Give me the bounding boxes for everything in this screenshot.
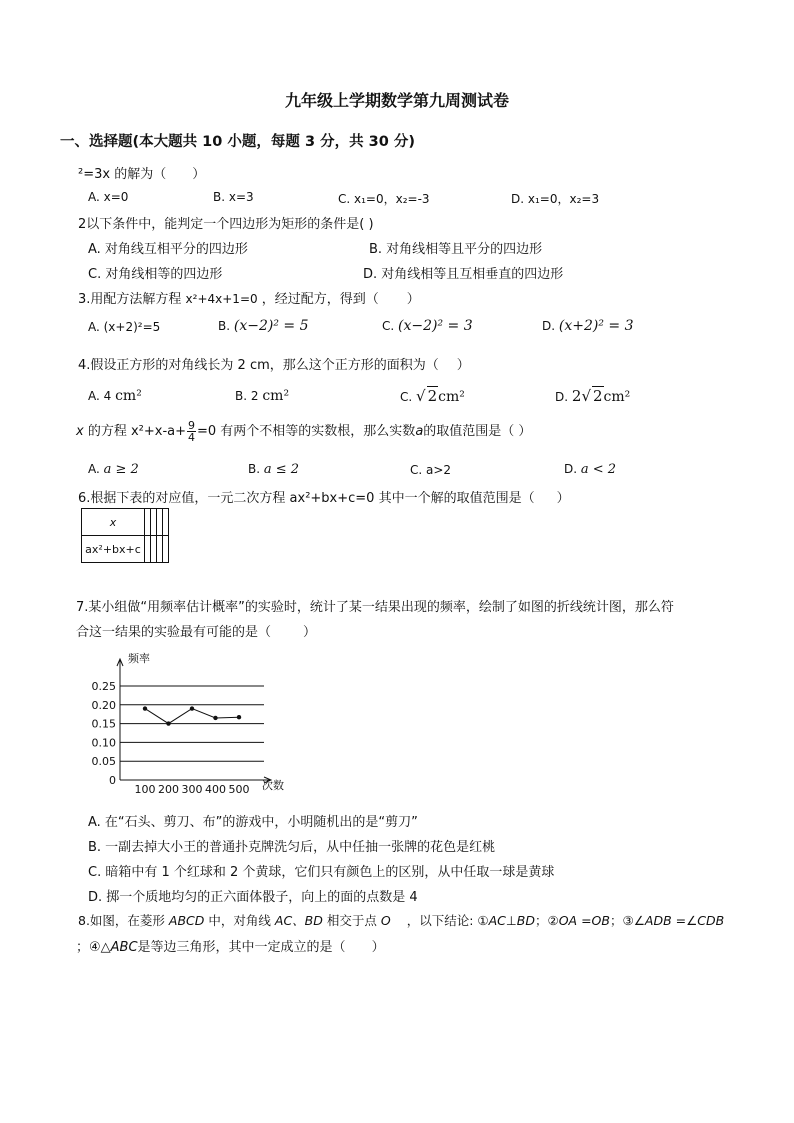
q4-option-d-coef: 2 — [571, 387, 582, 405]
q5-option-d[interactable] — [564, 462, 616, 477]
q8-stem-line2-b: 是等边三角形，其中一定成立的是（ — [137, 940, 346, 955]
chart-series-line — [145, 709, 239, 724]
chart-grid — [120, 686, 264, 761]
q1-option-b[interactable]: B. x=3 — [213, 190, 254, 204]
question-6 — [78, 487, 570, 506]
q8-sep-2: ；③ — [609, 913, 634, 928]
q4-option-d-radicand: 2 — [593, 387, 603, 405]
chart-data-point — [237, 715, 241, 719]
q4-option-b-unit: cm² — [262, 388, 290, 404]
chart-x-ticks — [135, 783, 250, 796]
q5-option-d-label: D. — [564, 462, 578, 476]
chart-x-tick-label: 500 — [228, 783, 250, 796]
q5-option-a-label: A. — [88, 462, 100, 476]
table-row — [82, 536, 169, 563]
q4-option-c[interactable]: C. √ 2cm² — [400, 387, 465, 405]
q4-stem-end: ） — [456, 358, 470, 373]
q2-option-b[interactable]: B. 对角线相等且平分的四边形 — [369, 242, 543, 257]
frequency-line-chart — [78, 648, 298, 800]
q7-option-c[interactable]: C. 暗箱中有 1 个红球和 2 个黄球，它们只有颜色上的区别，从中任取一球是黄球 — [88, 865, 555, 880]
table-row — [82, 509, 169, 536]
chart-y-tick-label: 0.20 — [91, 698, 116, 712]
q3-option-b-formula: (x−2)² = 5 — [233, 318, 309, 334]
q4-option-d-unit: cm² — [603, 389, 631, 405]
q8-o: O — [380, 913, 391, 928]
q4-option-a-unit: cm² — [115, 388, 142, 404]
q5-option-a[interactable] — [88, 462, 139, 477]
q3-stem-end: ） — [406, 292, 420, 307]
q5-option-b-formula: a ≤ 2 — [263, 462, 300, 477]
q7-option-b[interactable]: B. 一副去掉大小王的普通扑克牌洗匀后，从中任抽一张牌的花色是红桃 — [88, 840, 496, 855]
q4-option-a[interactable] — [88, 388, 142, 404]
q3-option-d-formula: (x+2)² = 3 — [558, 318, 634, 334]
q8-stem-b: 中，对角线 — [208, 913, 271, 928]
q3-option-c[interactable] — [382, 318, 473, 334]
q3-option-b-label: B. — [218, 319, 231, 333]
question-8-line-1 — [78, 911, 724, 929]
chart-x-tick-label: 200 — [158, 783, 179, 796]
q7-stem-line2: 合这一结果的实验最有可能的是（ — [76, 625, 272, 640]
question-7-line-2 — [76, 621, 316, 640]
q4-option-d[interactable]: D. 2√ 2cm² — [555, 387, 631, 405]
q3-option-d[interactable] — [542, 318, 634, 334]
q4-option-b[interactable] — [235, 388, 289, 404]
q8-stem-end: ） — [371, 940, 385, 955]
q5-stem-b: =0 有两个不相等的实数根，那么实数 — [197, 424, 416, 439]
q5-stem-c: 的取值范围是（ ） — [423, 424, 532, 439]
chart-data-point — [190, 706, 194, 710]
q2-option-c[interactable]: C. 对角线相等的四边形 — [88, 267, 223, 282]
q6-stem-end: ） — [556, 491, 570, 506]
question-5 — [76, 420, 531, 443]
q5-option-a-formula: a ≥ 2 — [103, 462, 139, 477]
chart-x-tick-label: 100 — [134, 783, 156, 796]
q5-a: a — [415, 424, 424, 439]
q6-value-table — [81, 508, 169, 563]
q7-option-d[interactable]: D. 掷一个质地均匀的正六面体骰子，向上的面的点数是 4 — [88, 890, 418, 905]
question-4 — [78, 354, 470, 373]
q3-equation: x²+4x+1=0 — [185, 292, 258, 306]
q6-row2-header: ax²+bx+c — [82, 536, 145, 563]
q3-stem-b: ，经过配方，得到（ — [261, 292, 379, 307]
q7-option-a[interactable]: A. 在“石头、剪刀、布”的游戏中，小明随机出的是“剪刀” — [88, 815, 418, 830]
q7-stem-end: ） — [303, 625, 317, 640]
q5-fraction — [187, 420, 196, 443]
q5-stem-a: 的方程 x²+x-a+ — [83, 424, 187, 439]
q3-option-c-label: C. — [382, 319, 395, 333]
chart-y-tick-label: 0.05 — [91, 755, 116, 769]
chart-y-tick-label: 0.25 — [91, 680, 116, 693]
q4-option-c-radicand: 2 — [427, 387, 438, 405]
q2-option-d[interactable]: D. 对角线相等且互相垂直的四边形 — [363, 267, 564, 282]
chart-x-axis-label: 次数 — [262, 779, 284, 792]
q8-conclusion-3: ∠ADB =∠CDB — [633, 913, 725, 928]
q5-variable: x — [76, 424, 84, 439]
q8-stem-a: 8.如图，在菱形 — [78, 913, 165, 928]
chart-data-point — [143, 706, 147, 710]
q4-option-c-unit: cm² — [438, 389, 465, 405]
chart-x-tick-label: 300 — [181, 783, 203, 796]
chart-data-point — [213, 716, 217, 720]
page-title: 九年级上学期数学第九周测试卷 — [284, 91, 509, 110]
q2-option-a[interactable]: A. 对角线互相平分的四边形 — [88, 242, 248, 257]
chart-y-tick-label: 0 — [109, 774, 116, 787]
q1-stem: ²=3x 的解为（ — [78, 167, 167, 182]
q6-row1-header: x — [82, 509, 145, 536]
q5-fraction-numerator: 9 — [188, 419, 196, 432]
chart-y-ticks — [92, 680, 117, 787]
chart-y-axis-label: 频率 — [128, 652, 150, 665]
q8-acbd: AC、BD — [274, 913, 323, 928]
q5-option-b[interactable] — [248, 462, 299, 477]
q8-stem-line2-a: ；④ — [76, 940, 101, 955]
q3-stem: 3.用配方法解方程 — [78, 292, 182, 307]
q1-option-c[interactable]: C. x₁=0，x₂=-3 — [338, 192, 430, 206]
q3-option-b[interactable] — [218, 318, 308, 334]
q8-stem-c: 相交于点 — [326, 913, 377, 928]
q8-abcd: ABCD — [168, 913, 205, 928]
q6-stem: 6.根据下表的对应值，一元二次方程 ax²+bx+c=0 其中一个解的取值范围是（ — [78, 491, 535, 506]
section-heading: 一、选择题(本大题共 10 小题，每题 3 分，共 30 分) — [60, 134, 415, 150]
q3-option-d-label: D. — [542, 319, 556, 333]
question-3 — [78, 288, 420, 307]
chart-y-tick-label: 0.15 — [91, 717, 116, 731]
question-8-line-2 — [76, 936, 385, 955]
q5-option-c[interactable]: C. a>2 — [410, 463, 452, 477]
q3-option-a[interactable]: A. (x+2)²=5 — [88, 320, 161, 334]
q8-stem-d: ，以下结论: ① — [406, 913, 489, 928]
q8-conclusion-1: AC⊥BD — [488, 913, 535, 928]
q4-option-a-label: A. 4 — [88, 389, 112, 403]
q8-conclusion-4: △ABC — [100, 940, 138, 955]
q8-sep-1: ；② — [534, 913, 559, 928]
q3-option-c-formula: (x−2)² = 3 — [398, 318, 473, 334]
q5-option-b-label: B. — [248, 462, 261, 476]
q4-option-b-label: B. 2 — [235, 389, 259, 403]
q4-option-d-label: D. — [555, 390, 569, 404]
q4-stem: 4.假设正方形的对角线长为 2 cm，那么这个正方形的面积为（ — [78, 358, 439, 373]
question-2: 2以下条件中，能判定一个四边形为矩形的条件是( ) — [78, 217, 374, 232]
q5-fraction-denominator: 4 — [188, 431, 196, 444]
question-1 — [78, 163, 205, 182]
question-7-line-1: 7.某小组做“用频率估计概率”的实验时，统计了某一结果出现的频率，绘制了如图的折线统计图，那么符 — [76, 600, 674, 615]
chart-series — [143, 706, 241, 725]
q1-option-d[interactable]: D. x₁=0，x₂=3 — [511, 192, 600, 206]
q8-conclusion-2: OA =OB — [558, 913, 610, 928]
chart-x-tick-label: 400 — [205, 783, 226, 796]
chart-y-tick-label: 0.10 — [91, 736, 116, 750]
q1-stem-end: ） — [192, 167, 206, 182]
q5-option-d-formula: a < 2 — [580, 462, 617, 477]
q1-option-a[interactable]: A. x=0 — [88, 190, 129, 204]
chart-data-point — [166, 721, 170, 725]
q4-option-c-label: C. — [400, 390, 413, 404]
chart-axes — [117, 659, 271, 783]
